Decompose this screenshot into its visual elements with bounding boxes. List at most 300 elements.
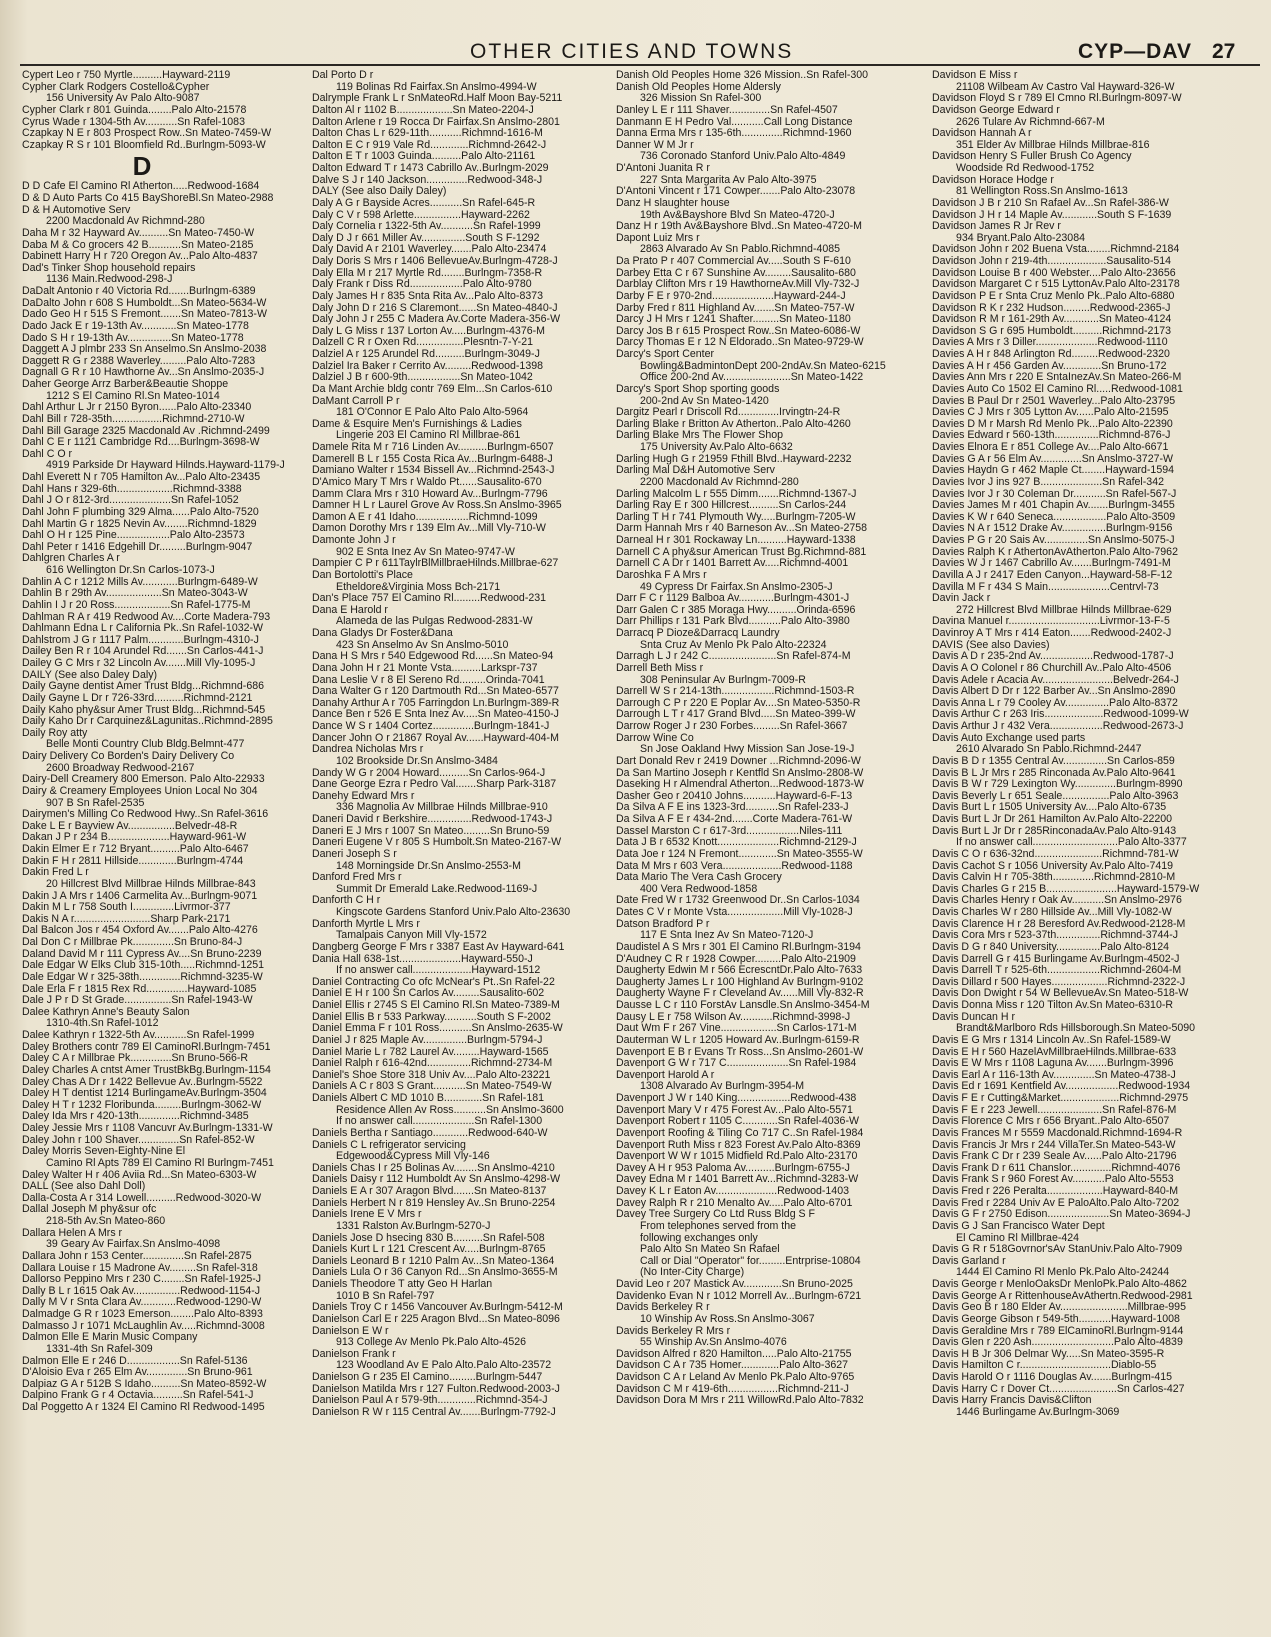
listing-continuation: 308 Peninsular Av Burlngm-7009-R <box>640 674 806 686</box>
listing-continuation: following exchanges only <box>640 1232 758 1244</box>
listing-entry: Dart Donald Rev r 2419 Downer ...Richmnd-2096-W <box>616 755 861 767</box>
listing-entry: Davis E W Mrs r 1108 Laguna Av.......Burlngm-3996 <box>932 1058 1174 1070</box>
listing-continuation: El Camino Rl Millbrae-424 <box>956 1232 1080 1244</box>
listing-entry: Daniel J r 825 Maple Av...............Burlngm-5794-J <box>312 1034 543 1046</box>
listing-entry: Davis Cora Mrs r 523-37th...............Richmnd-3744-J <box>932 930 1179 942</box>
listing-continuation: If no answer call....................Hayward-1512 <box>336 965 541 977</box>
listing-entry: D'Audney C R r 1928 Cowper.........Palo Alto-21909 <box>616 953 856 965</box>
listing-entry: Dallara Louise r 15 Madrone Av.........Sn Rafel-318 <box>22 1262 258 1274</box>
listing-continuation: 10 Winship Av Ross.Sn Anslmo-3067 <box>640 1313 815 1325</box>
listing-entry: Dalziel J B r 600-9th..................Sn Mateo-1042 <box>312 372 533 384</box>
page-title: OTHER CITIES AND TOWNS <box>470 40 794 63</box>
listing-entry: Dairy Delivery Co Borden's Dairy Delivery Co <box>22 751 235 762</box>
listing-continuation: 2610 Alvarado Sn Pablo.Richmnd-2447 <box>956 744 1142 756</box>
listing-entry: Daugherty Edwin M r 566 EcrescntDr.Palo Alto-7633 <box>616 965 863 977</box>
listing-entry: Daneri E J Mrs r 1007 Sn Mateo.........Sn Bruno-59 <box>312 825 550 837</box>
listing-entry: Data M Mrs r 603 Vera....................Redwood-1188 <box>616 860 853 872</box>
listing-entry: Davey A H r 953 Paloma Av..........Burlngm-6755-J <box>616 1162 850 1174</box>
listing-entry: Danielson Frank r <box>312 1348 396 1360</box>
listing-entry: Dargitz Pearl r Driscoll Rd..............Irvingtn-24-R <box>616 407 841 419</box>
listing-entry: Davids Berkeley R Mrs r <box>616 1325 731 1337</box>
listing-entry: Cypher Clark Rodgers Costello&Cypher <box>22 81 210 93</box>
listing-continuation: 736 Coronado Stanford Univ.Palo Alto-4849 <box>640 151 846 163</box>
listing-entry: Davis Darrell T r 525-6th..................Richmnd-2604-M <box>932 965 1182 977</box>
listing-entry: Davidson E Miss r <box>932 70 1018 81</box>
listing-entry: Davis Frank C Dr r 239 Seale Av......Palo Alto-21796 <box>932 1151 1177 1163</box>
listing-entry: Darm Hannah Mrs r 40 Barneson Av...Sn Mateo-2758 <box>616 523 868 535</box>
listing-continuation: Edgewood&Cypress Mill Vly-146 <box>336 1151 490 1163</box>
listing-entry: Daugherty Wayne F r Cleveland Av......Mill Vly-832-R <box>616 988 864 1000</box>
listing-entry: Da Silva A F E r 434-2nd.......Corte Madera-761-W <box>616 814 853 825</box>
listing-entry: Davis B D r 1355 Central Av...............Sn Carlos-859 <box>932 755 1175 767</box>
listing-continuation: Belle Monti Country Club Bldg.Belmnt-477 <box>46 739 245 751</box>
listing-entry: D D Cafe El Camino Rl Atherton.....Redwood-1684 <box>22 181 260 193</box>
listing-entry: Davis Geo B r 180 Elder Av.......................Millbrae-995 <box>932 1302 1186 1314</box>
listing-entry: Davis Dillard r 500 Hayes...................Richmnd-2322-J <box>932 976 1186 988</box>
listing-entry: Dalpino Frank G r 4 Octavia..........Sn Rafel-541-J <box>22 1390 254 1402</box>
listing-entry: Dalpiaz G A r 512B S Idaho..........Sn Mateo-8592-W <box>22 1378 267 1390</box>
listing-entry: Davies C J Mrs r 305 Lytton Av......Palo Alto-21595 <box>932 407 1169 419</box>
listing-entry: Dahl Peter r 1416 Edgehill Dr.........Burlngm-9047 <box>22 541 253 553</box>
listing-entry: Davidson Floyd S r 789 El Cmno Rl.Burlngm-8097-W <box>932 93 1182 105</box>
listing-entry: Danielson E W r <box>312 1325 389 1337</box>
listing-continuation: 423 Sn Anselmo Av Sn Anslmo-5010 <box>336 639 509 651</box>
listing-entry: Danielson Carl E r 225 Aragon Blvd...Sn Mateo-8096 <box>312 1313 560 1325</box>
listing-entry: Da San Martino Joseph r Kentfld Sn Anslmo-2808-W <box>616 767 864 779</box>
listing-continuation: Palo Alto Sn Mateo Sn Rafael <box>640 1244 780 1256</box>
listing-entry: Davis D G r 840 University...............Palo Alto-8124 <box>932 941 1170 953</box>
listing-entry: Darr Phillips r 131 Park Blvd...........Palo Alto-3980 <box>616 616 850 628</box>
listing-entry: Davidson J B r 210 Sn Rafael Av...Sn Rafel-386-W <box>932 197 1169 209</box>
listing-entry: Davis Fred r 226 Peralta...................Hayward-840-M <box>932 1186 1179 1197</box>
listing-entry: Dalziel A r 125 Arundel Rd..........Burlngm-3049-J <box>312 349 540 360</box>
listing-entry: Daher George Arrz Barber&Beautie Shoppe <box>22 379 229 390</box>
listing-entry: DALL (See also Dahl Doll) <box>22 1181 146 1193</box>
listing-continuation: 2600 Broadway Redwood-2167 <box>46 762 195 774</box>
listing-entry: Davidson P E r Snta Cruz Menlo Pk..Palo Alto-6880 <box>932 290 1175 302</box>
listing-entry: Danforth C H r <box>312 895 381 907</box>
listing-continuation: 20 Hillcrest Blvd Millbrae Hilnds Millbrae-843 <box>46 878 256 890</box>
listing-entry: Dalve S J r 140 Jackson..............Redwood-348-J <box>312 174 543 186</box>
listing-entry: Dado Jack E r 19-13th Av............Sn Mateo-1778 <box>22 320 249 332</box>
listing-entry: Dallorso Peppino Mrs r 230 C........Sn Rafel-1925-J <box>22 1274 262 1286</box>
listing-entry: Davidson Alfred r 820 Hamilton.....Palo Alto-21755 <box>616 1348 852 1360</box>
listing-continuation: 156 University Av Palo Alto-9087 <box>46 93 200 105</box>
listing-entry: Dado S H r 19-13th Av...............Sn Mateo-1778 <box>22 332 244 344</box>
listing-continuation: If no answer call.............................Palo Alto-3377 <box>956 837 1187 849</box>
listing-entry: Darling Blake Mrs The Flower Shop <box>616 430 784 442</box>
listing-entry: Daley Jessie Mrs r 1108 Vancuvr Av.Burlngm-1331-W <box>22 1123 273 1134</box>
listing-entry: Davenport Mary V r 475 Forest Av...Palo Alto-5571 <box>616 1104 853 1116</box>
listing-continuation: 1444 El Camino Rl Menlo Pk.Palo Alto-24244 <box>956 1267 1170 1279</box>
listing-entry: Dan's Place 757 El Camino Rl.........Redwood-231 <box>312 593 547 605</box>
listing-entry: Daly D J r 661 Miller Av...............South S F-1292 <box>312 232 540 244</box>
listing-entry: Daneri Eugene V r 805 S Humbolt.Sn Mateo-2167-W <box>312 837 562 849</box>
listing-continuation: 616 Wellington Dr.Sn Carlos-1073-J <box>46 565 215 576</box>
listing-continuation: 102 Brookside Dr.Sn Anslmo-3484 <box>336 755 498 767</box>
listing-entry: Daly Frank r Diss Rd..................Palo Alto-9780 <box>312 279 532 291</box>
listing-entry: Davies Edward r 560-13th...............Richmnd-876-J <box>932 430 1171 442</box>
listing-entry: Dakan J P r 234 B.....................Hayward-961-W <box>22 832 247 844</box>
listing-entry: Damner H L r Laurel Grove Av Ross.Sn Anslmo-3965 <box>312 500 562 512</box>
listing-entry: Darnell C A phy&sur American Trust Bg.Richmnd-881 <box>616 546 867 558</box>
listing-entry: Daly David A r 2101 Waverley.......Palo Alto-23474 <box>312 244 547 256</box>
listing-entry: Davidson C A r 735 Homer.............Palo Alto-3627 <box>616 1360 849 1372</box>
listing-entry: Daniel E H r 100 Sn Carlos Av.........Sausalito-602 <box>312 988 545 1000</box>
listing-continuation: 200-2nd Av Sn Mateo-1420 <box>640 395 769 407</box>
listing-continuation: 49 Cypress Dr Fairfax.Sn Anslmo-2305-J <box>640 581 833 593</box>
listing-entry: Dalee Kathryn r 1322-5th Av...........Sn Rafel-1999 <box>22 1030 255 1041</box>
listing-continuation: 148 Morningside Dr.Sn Anslmo-2553-M <box>336 860 521 872</box>
listing-entry: Darby F E r 970-2nd.....................Hayward-244-J <box>616 290 846 302</box>
listing-entry: Danahy Arthur A r 705 Farringdon Ln.Burlngm-389-R <box>312 697 560 709</box>
listing-entry: Dahl O H r 125 Pine..................Palo Alto-23573 <box>22 530 245 542</box>
listing-entry: Dalmon Elle E r 246 D..................Sn Rafel-5136 <box>22 1355 248 1367</box>
listing-entry: Davis Hamilton C r...............................Diablo-55 <box>932 1360 1157 1372</box>
listing-continuation: Camino Rl Apts 789 El Camino Rl Burlngm-7451 <box>46 1157 274 1169</box>
listing-entry: Danner W M Jr r <box>616 139 694 151</box>
listing-entry: Daley H T dentist 1214 BurlingameAv.Burlngm-3504 <box>22 1088 267 1100</box>
listing-entry: Davis Florence C Mrs r 656 Bryant..Palo Alto-6507 <box>932 1116 1170 1128</box>
listing-continuation: (No Inter-City Charge) <box>640 1267 745 1279</box>
listing-continuation: Alameda de las Pulgas Redwood-2831-W <box>336 616 533 628</box>
listing-entry: Daroshka F A Mrs r <box>616 569 707 581</box>
listing-continuation: Lingerie 203 El Camino Rl Millbrae-861 <box>336 430 521 442</box>
listing-entry: Dandrea Nicholas Mrs r <box>312 744 424 756</box>
listing-entry: Davis A O Colonel r 86 Churchill Av..Palo Alto-4506 <box>932 662 1172 674</box>
listing-entry: Davis Albert D Dr r 122 Barber Av...Sn Anslmo-2890 <box>932 686 1176 698</box>
listing-entry: Dana E Harold r <box>312 604 388 616</box>
listing-entry: Da Mant Archie bldg contr 769 Elm...Sn Carlos-610 <box>312 383 553 395</box>
listing-entry: Cypert Leo r 750 Myrtle..........Hayward-2119 <box>22 70 231 81</box>
listing-entry: Dauterman W L r 1205 Howard Av..Burlngm-6159-R <box>616 1034 860 1046</box>
listing-entry: Dal Balcon Jos r 454 Oxford Av.......Palo Alto-4276 <box>22 925 258 937</box>
listing-entry: Dancer John O r 21867 Royal Av......Hayward-404-M <box>312 732 559 744</box>
listing-continuation: 4919 Parkside Dr Hayward Hilnds.Hayward-1179-J <box>46 460 285 472</box>
listing-entry: Davidson C A r Leland Av Menlo Pk.Palo Alto-9765 <box>616 1372 855 1383</box>
listing-entry: Dana Walter G r 120 Dartmouth Rd...Sn Mateo-6577 <box>312 686 559 698</box>
listing-entry: Davies W J r 1467 Cabrillo Av.......Burlngm-7491-M <box>932 558 1171 570</box>
listing-entry: Davis Frank S r 960 Forest Av...........Palo Alto-5553 <box>932 1174 1174 1186</box>
listing-entry: Dalton Chas L r 629-11th...........Richmnd-1616-M <box>312 128 543 140</box>
listing-entry: Davis George Gibson r 549-5th...........Hayward-1008 <box>932 1313 1180 1325</box>
listing-entry: Davidson Hannah A r <box>932 128 1032 140</box>
listing-entry: Davenport Harold A r <box>616 1069 715 1081</box>
listing-entry: Davis George r MenloOaksDr MenloPk.Palo Alto-4862 <box>932 1279 1187 1290</box>
listing-entry: Davis Harry C r Dover Ct.......................Sn Carlos-427 <box>932 1383 1185 1395</box>
listing-entry: Davidson C M r 419-6th.................Richmnd-211-J <box>616 1383 849 1395</box>
listing-entry: Davis G J San Francisco Water Dept <box>932 1220 1105 1232</box>
listing-continuation: 400 Vera Redwood-1858 <box>640 883 758 895</box>
listing-entry: Cypher Clark r 801 Guinda........Palo Alto-21578 <box>22 104 247 116</box>
listing-entry: Daniels E A r 307 Aragon Blvd.......Sn Mateo-8137 <box>312 1186 547 1197</box>
listing-entry: Daniel Emma F r 101 Ross...........Sn Anslmo-2635-W <box>312 1023 563 1035</box>
listing-entry: Davidson Margaret C r 515 LyttonAv.Palo Alto-23178 <box>932 279 1180 291</box>
listing-entry: DaDalto John r 608 S Humboldt...Sn Mateo-5634-W <box>22 297 267 309</box>
listing-entry: Dania Hall 638-1st.....................Hayward-550-J <box>312 953 533 965</box>
listing-entry: Dad's Tinker Shop household repairs <box>22 262 196 274</box>
listing-entry: Daley John r 100 Shaver..............Sn Rafel-852-W <box>22 1134 255 1146</box>
listing-entry: Darr Galen C r 385 Moraga Hwy..........Orinda-6596 <box>616 604 856 616</box>
listing-entry: Daley Brothers contr 789 El CaminoRl.Burlngm-7451 <box>22 1041 271 1053</box>
listing-entry: Damon Dorothy Mrs r 139 Elm Av...Mill Vly-710-W <box>312 523 546 535</box>
listing-entry: Damonte John J r <box>312 535 396 546</box>
listing-entry: Dalton Arlene r 19 Rocca Dr Fairfax.Sn Anslmo-2801 <box>312 116 560 128</box>
listing-entry: Dana John H r 21 Monte Vsta..........Larkspr-737 <box>312 662 538 674</box>
listing-entry: Darrow Wine Co <box>616 732 694 744</box>
listing-entry: Dahl Hans r 329-6th...................Richmnd-3388 <box>22 483 242 495</box>
listing-continuation: 39 Geary Av Fairfax.Sn Anslmo-4098 <box>46 1239 221 1251</box>
listing-entry: Davis Frank D r 611 Chanslor..............Richmnd-4076 <box>932 1162 1181 1174</box>
listing-entry: Davidson John r 219-4th....................Sausalito-514 <box>932 256 1172 267</box>
listing-entry: Daniels Kurt L r 121 Crescent Av.....Burlngm-8765 <box>312 1244 546 1256</box>
listing-entry: Dalton Edward T r 1473 Cabrillo Av..Burlngm-2029 <box>312 163 549 174</box>
listing-continuation: 907 B Sn Rafel-2535 <box>46 797 145 809</box>
listing-entry: Davies N A r 1512 Drake Av...............Burlngm-9156 <box>932 523 1173 535</box>
listing-entry: Dausse L C r 110 ForstAv Lansdle.Sn Anslmo-3454-M <box>616 1000 870 1011</box>
listing-entry: Dakin Fred L r <box>22 867 89 879</box>
listing-entry: Danna Erma Mrs r 135-6th..............Richmnd-1960 <box>616 128 852 140</box>
listing-continuation: 2626 Tulare Av Richmnd-667-M <box>956 116 1105 128</box>
listing-entry: Daseking H r Almendral Atherton...Redwood-1873-W <box>616 779 864 791</box>
listing-entry: Dakin M L r 758 South I..............Livrmor-377 <box>22 902 231 914</box>
listing-entry: Dahlstrom J G r 1117 Palm............Burlngm-4310-J <box>22 634 259 646</box>
listing-continuation: Tamalpais Canyon Mill Vly-1572 <box>336 930 487 942</box>
listing-entry: Davies Ralph K r AthertonAvAtherton.Palo Alto-7962 <box>932 546 1178 558</box>
listing-entry: Davis Frances M r 5559 Macdonald.Richmnd-1694-R <box>932 1127 1183 1139</box>
listing-entry: Davis Harold O r 1116 Douglas Av.......Burlngm-415 <box>932 1372 1173 1383</box>
listing-entry: Davenport E B r Evans Tr Ross...Sn Anslmo-2601-W <box>616 1046 864 1058</box>
listing-entry: Daniels Daisy r 112 Humboldt Av Sn Anslmo-4298-W <box>312 1174 561 1186</box>
listing-entry: Davies D M r Marsh Rd Menlo Pk...Palo Alto-22390 <box>932 418 1173 430</box>
listing-entry: Dahl Bill r 728-35th.................Richmnd-2710-W <box>22 413 245 425</box>
listing-entry: Dahlmann Edna L r California Pk..Sn Rafel-1032-W <box>22 623 264 635</box>
listing-entry: Davis Fred r 2284 Univ Av E PaloAlto.Palo Alto-7202 <box>932 1197 1180 1209</box>
listing-entry: Daley H T r 1232 Floribunda.........Burlngm-3062-W <box>22 1099 262 1111</box>
listing-entry: David Leo r 207 Mastick Av.............Sn Bruno-2025 <box>616 1279 853 1290</box>
listing-entry: Dairy & Creamery Employees Union Local No 304 <box>22 785 258 797</box>
listing-continuation: 227 Snta Margarita Av Palo Alto-3975 <box>640 174 817 186</box>
listing-entry: Dairymen's Milling Co Redwood Hwy..Sn Rafel-3616 <box>22 809 269 821</box>
listing-entry: Davidson S G r 695 Humboldt..........Richmnd-2173 <box>932 325 1172 337</box>
listing-entry: Davids Berkeley R r <box>616 1302 710 1314</box>
listing-entry: Davies Haydn G r 462 Maple Ct........Hayward-1594 <box>932 465 1174 477</box>
listing-entry: Davis E H r 560 HazelAvMillbraeHilnds.Millbrae-633 <box>932 1046 1177 1058</box>
listing-entry: Davidson J H r 14 Maple Av............South S F-1639 <box>932 209 1172 221</box>
listing-entry: DaDalt Antonio r 40 Victoria Rd.......Burlngm-6389 <box>22 286 256 297</box>
listing-entry: Da Silva A F E ins 1323-3rd...........Sn Rafel-233-J <box>616 802 849 814</box>
listing-entry: Dahlin A C r 1212 Mills Av............Burlngm-6489-W <box>22 576 258 588</box>
listing-entry: Daneri David r Berkshire...............Redwood-1743-J <box>312 814 553 825</box>
listing-continuation: 2200 Macdonald Av Richmnd-280 <box>640 476 799 488</box>
listing-entry: Daggett A J plmbr 233 Sn Anselmo.Sn Anslmo-2038 <box>22 344 267 356</box>
listing-entry: Daniel Contracting Co ofc McNear's Pt..Sn Rafel-22 <box>312 976 555 988</box>
listing-entry: Date Fred W r 1732 Greenwood Dr..Sn Carlos-1034 <box>616 895 860 907</box>
listing-entry: Daily Gayne L Dr r 726-33rd..........Richmnd-2121 <box>22 692 253 704</box>
listing-entry: Danforth Myrtle L Mrs r <box>312 918 420 930</box>
listing-entry: Darbey Etta C r 67 Sunshine Av.........Sausalito-680 <box>616 267 856 279</box>
listing-entry: Dahlgren Charles A r <box>22 553 120 565</box>
listing-entry: Danielson Paul A r 579-9th.............Richmnd-354-J <box>312 1395 548 1407</box>
listing-entry: Data Mario The Vera Cash Grocery <box>616 872 782 884</box>
listing-entry: Davis H B Jr 306 Delmar Wy.....Sn Mateo-3595-R <box>932 1348 1165 1360</box>
listing-continuation: 1308 Alvarado Av Burlngm-3954-M <box>640 1081 805 1093</box>
listing-entry: Davenport G W r 717 C.....................Sn Rafel-1984 <box>616 1058 857 1070</box>
listing-continuation: Summit Dr Emerald Lake.Redwood-1169-J <box>336 883 538 895</box>
listing-entry: Dassel Marston C r 617-3rd..................Niles-111 <box>616 825 843 837</box>
listing-entry: Darcy Jos B r 615 Prospect Row..Sn Mateo-6086-W <box>616 325 861 337</box>
listing-entry: Dance W S r 1404 Cortez..............Burlngm-1841-J <box>312 721 550 732</box>
listing-entry: Dahl Everett N r 705 Hamilton Av...Palo Alto-23435 <box>22 472 261 483</box>
listing-entry: Dallara Helen A Mrs r <box>22 1227 123 1239</box>
listing-entry: Daut Wm F r 267 Vine...................Sn Carlos-171-M <box>616 1023 857 1035</box>
column-4 <box>932 70 1264 1630</box>
listing-entry: Daniels Jose D hsecing 830 B..........Sn Rafel-508 <box>312 1232 545 1244</box>
listing-entry: Davidson Dora M Mrs r 211 WillowRd.Palo Alto-7832 <box>616 1395 864 1407</box>
listing-entry: Dana Gladys Dr Foster&Dana <box>312 628 453 639</box>
listing-continuation: 21108 Wilbeam Av Castro Val Hayward-326-W <box>956 81 1175 93</box>
listing-entry: Dakin Elmer E r 712 Bryant..........Palo Alto-6467 <box>22 844 249 855</box>
listing-entry: Daily Roy atty <box>22 727 88 739</box>
listing-continuation: 81 Wellington Ross.Sn Anslmo-1613 <box>956 186 1128 198</box>
listing-continuation: 55 Winship Av.Sn Anslmo-4076 <box>640 1337 787 1349</box>
listing-entry: Davis Charles W r 280 Hillside Av...Mill Vly-1082-W <box>932 907 1172 918</box>
listing-entry: Daly L G Miss r 137 Lorton Av.....Burlngm-4376-M <box>312 325 545 337</box>
listing-entry: Danielson R W r 115 Central Av.......Burlngm-7792-J <box>312 1406 556 1418</box>
listing-continuation: 123 Woodland Av E Palo Alto.Palo Alto-23572 <box>336 1360 552 1372</box>
listing-entry: Davenport Robert r 1105 C............Sn Rafel-4036-W <box>616 1116 859 1128</box>
listing-entry: Dahl J O r 812-3rd.....................Sn Rafel-1052 <box>22 495 239 507</box>
listing-entry: Davis Geraldine Mrs r 789 ElCaminoRl.Burlngm-9144 <box>932 1325 1184 1337</box>
listing-entry: Danielson Matilda Mrs r 127 Fulton.Redwood-2003-J <box>312 1383 560 1395</box>
alphabetic-range: CYP—DAV <box>1078 40 1192 63</box>
listing-continuation: 336 Magnolia Av Millbrae Hilnds Millbrae-910 <box>336 802 548 814</box>
listing-entry: Daniels Irene E V Mrs r <box>312 1209 422 1221</box>
listing-entry: Davis Ed r 1691 Kentfield Av..................Redwood-1934 <box>932 1081 1191 1093</box>
column-2 <box>312 70 612 1630</box>
listing-continuation: 218-5th Av.Sn Mateo-860 <box>46 1216 166 1227</box>
listing-entry: D'Aloisio Eva r 265 Elm Av..............Sn Bruno-961 <box>22 1367 253 1379</box>
listing-entry: Daly John D r 216 S Claremont......Sn Mateo-4840-J <box>312 302 558 314</box>
listing-entry: Darrough C P r 220 E Poplar Av....Sn Mateo-5350-R <box>616 697 861 709</box>
listing-entry: Dal Porto D r <box>312 70 374 81</box>
listing-entry: Davey K L r Eaton Av.....................Redwood-1403 <box>616 1186 849 1197</box>
listing-entry: Dausy L E r 758 Wilson Av...........Richmnd-3998-J <box>616 1011 851 1023</box>
listing-continuation: 1010 B Sn Rafel-797 <box>336 1290 435 1302</box>
listing-entry: Daily Kaho phy&sur Amer Trust Bldg...Richmnd-545 <box>22 704 266 716</box>
listing-entry: Davis Donna Miss r 120 Tilton Av.Sn Mateo-6310-R <box>932 1000 1174 1011</box>
listing-continuation: Brandt&Marlboro Rds Hillsborough.Sn Mateo-5090 <box>956 1023 1196 1035</box>
listing-entry: Davis B L Jr Mrs r 285 Rinconada Av.Palo Alto-9641 <box>932 767 1176 779</box>
listing-entry: Daley Ida Mrs r 420-13th..............Richmnd-3485 <box>22 1111 249 1123</box>
listing-entry: Dandy W G r 2004 Howard..........Sn Carlos-964-J <box>312 767 546 779</box>
listing-continuation: 175 University Av.Palo Alto-6632 <box>640 442 793 453</box>
listing-entry: Cyrus Wade r 1304-5th Av...........Sn Rafel-1083 <box>22 116 245 128</box>
listing-entry: Dalzell C R r Oxen Rd................Plesntn-7-Y-21 <box>312 337 533 349</box>
listing-continuation: Etheldore&Virginia Moss Bch-2171 <box>336 581 501 593</box>
listing-continuation: 119 Bolinas Rd Fairfax.Sn Anslmo-4994-W <box>336 81 537 93</box>
listing-entry: Dairy-Dell Creamery 800 Emerson. Palo Alto-22933 <box>22 774 265 786</box>
listing-entry: Daniel Ellis r 2745 S El Camino Rl.Sn Mateo-7389-M <box>312 1000 560 1011</box>
listing-entry: Davies Ivor J r 30 Coleman Dr...........Sn Rafel-567-J <box>932 488 1177 500</box>
listing-entry: Darling Malcolm L r 555 Dimm.......Richmnd-1367-J <box>616 488 857 500</box>
listing-entry: Davis Don Dwight r 54 W BellevueAv.Sn Mateo-518-W <box>932 988 1189 1000</box>
listing-entry: Dahl Arthur L Jr r 2150 Byron......Palo Alto-23340 <box>22 402 252 414</box>
listing-entry: Darcy's Sport Shop sporting goods <box>616 383 780 395</box>
listing-entry: Davis George A r RittenhouseAvAthertn.Redwood-2981 <box>932 1290 1193 1302</box>
column-3 <box>616 70 926 1630</box>
listing-continuation: From telephones served from the <box>640 1220 797 1232</box>
listing-entry: Davis Burt L r 1505 University Av....Palo Alto-6735 <box>932 802 1167 814</box>
listing-entry: Daba M & Co grocers 42 B...........Sn Mateo-2185 <box>22 239 254 251</box>
listing-entry: Daly A G r Bayside Acres...........Sn Rafel-645-R <box>312 197 536 209</box>
listing-entry: Dahl Bill Garage 2325 Macdonald Av .Richmnd-2499 <box>22 425 270 437</box>
listing-entry: Davidenko Evan N r 1012 Morrell Av...Burlngm-6721 <box>616 1290 862 1302</box>
listing-entry: Damon A E r 41 Idaho..................Richmnd-1099 <box>312 511 538 523</box>
listing-entry: Daly Doris S Mrs r 1406 BellevueAv.Burlngm-4728-J <box>312 256 558 267</box>
listing-entry: Czapkay R S r 101 Bloomfield Rd..Burlngm-5093-W <box>22 139 266 151</box>
listing-continuation: 117 E Snta Inez Av Sn Mateo-7120-J <box>640 930 814 942</box>
listing-entry: Daniels Chas I r 25 Bolinas Av........Sn Anslmo-4210 <box>312 1162 555 1174</box>
listing-entry: Davis C O r 636-32nd.......................Richmnd-781-W <box>932 848 1179 860</box>
listing-entry: Darrow Roger J r 230 Forbes.........Sn Rafel-3667 <box>616 721 848 732</box>
listing-entry: Davidson John r 202 Buena Vsta........Richmnd-2184 <box>932 244 1180 256</box>
listing-entry: D'Amico Mary T Mrs r Waldo Pt......Sausalito-670 <box>312 476 542 488</box>
listing-entry: Davey Tree Surgery Co Ltd Russ Bldg S F <box>616 1209 816 1221</box>
listing-entry: Daley C A r Millbrae Pk..............Sn Bruno-566-R <box>22 1053 249 1065</box>
listing-entry: Damm Clara Mrs r 310 Howard Av...Burlngm-7796 <box>312 488 548 500</box>
listing-entry: Davey Ralph R r 210 Menalto Av.....Palo Alto-6701 <box>616 1197 853 1209</box>
listing-continuation: 181 O'Connor E Palo Alto Palo Alto-5964 <box>336 407 529 419</box>
listing-entry: Davies Ivor J ins 927 B.....................Sn Rafel-342 <box>932 476 1164 488</box>
listing-entry: Darling Hugh G r 21959 Fthill Blvd..Hayward-2232 <box>616 453 852 465</box>
listing-entry: Daniels Albert C MD 1010 B.............Sn Rafel-181 <box>312 1093 544 1104</box>
listing-entry: Daly C V r 598 Arlette................Hayward-2262 <box>312 209 530 221</box>
listing-entry: Davis Francis Jr Mrs r 244 VillaTer.Sn Mateo-543-W <box>932 1139 1176 1151</box>
listing-entry: Dana Leslie V r 8 El Sereno Rd.........Orinda-7041 <box>312 674 545 686</box>
listing-entry: Davies Ann Mrs r 220 E SntaInezAv.Sn Mateo-266-M <box>932 372 1182 384</box>
listing-entry: DAVIS (See also Davies) <box>932 639 1050 651</box>
listing-entry: Davidson George Edward r <box>932 104 1060 116</box>
listing-entry: Darrell W S r 214-13th..................Richmnd-1503-R <box>616 686 855 698</box>
listing-entry: Davis Clarence H r 28 Beresford Av.Redwood-2128-M <box>932 918 1186 930</box>
listing-entry: Davis B W r 729 Lexington Wy..............Burlngm-8990 <box>932 779 1183 791</box>
listing-entry: Daniels Lula O r 36 Canyon Rd...Sn Anslmo-3655-M <box>312 1267 558 1279</box>
listing-entry: Daniels Bertha r Santiago............Redwood-640-W <box>312 1127 548 1139</box>
listing-entry: Dasher Geo r 20410 Johns...........Hayward-6-F-13 <box>616 790 853 802</box>
listing-entry: Davidson R K r 232 Hudson.........Redwood-2365-J <box>932 302 1171 314</box>
listing-entry: Darr F C r 1129 Balboa Av............Burlngm-4301-J <box>616 593 850 605</box>
listing-entry: Dahlin B r 29th Av...................Sn Mateo-3043-W <box>22 588 248 600</box>
listing-entry: Dailey Ben R r 104 Arundel Rd.......Sn Carlos-441-J <box>22 646 264 658</box>
listing-entry: Dates C V r Monte Vsta...................Mill Vly-1028-J <box>616 907 853 918</box>
listing-entry: Davey Edna M r 1401 Barrett Av...Richmnd-3283-W <box>616 1174 859 1186</box>
listing-entry: Davis G R r 518Govrnor'sAv StanUniv.Palo Alto-7909 <box>932 1244 1183 1256</box>
listing-entry: Da Prato P r 407 Commercial Av.....South S F-610 <box>616 256 851 267</box>
listing-entry: Davies Auto Co 1502 El Camino Rl.....Redwood-1081 <box>932 383 1183 395</box>
listing-entry: Davis Burt L Jr Dr 261 Hamilton Av.Palo Alto-22200 <box>932 814 1173 825</box>
listing-continuation: 902 E Snta Inez Av Sn Mateo-9747-W <box>336 546 515 558</box>
listing-entry: Danehy Edward Mrs r <box>312 790 415 802</box>
listing-continuation: 1136 Main.Redwood-298-J <box>46 274 173 286</box>
listing-entry: Dalee Kathryn Anne's Beauty Salon <box>22 1006 190 1018</box>
listing-entry: Dale J P r D St Grade................Sn Rafel-1943-W <box>22 995 253 1007</box>
listing-entry: Daneri Joseph S r <box>312 848 397 860</box>
listing-continuation: Kingscote Gardens Stanford Univ.Palo Alto-23630 <box>336 907 571 918</box>
listing-entry: Data J B r 6532 Knott.....................Richmnd-2129-J <box>616 837 857 849</box>
listing-entry: Darcy's Sport Center <box>616 349 714 360</box>
listing-entry: Danielson G r 235 El Camino.........Burlngm-5447 <box>312 1372 543 1383</box>
